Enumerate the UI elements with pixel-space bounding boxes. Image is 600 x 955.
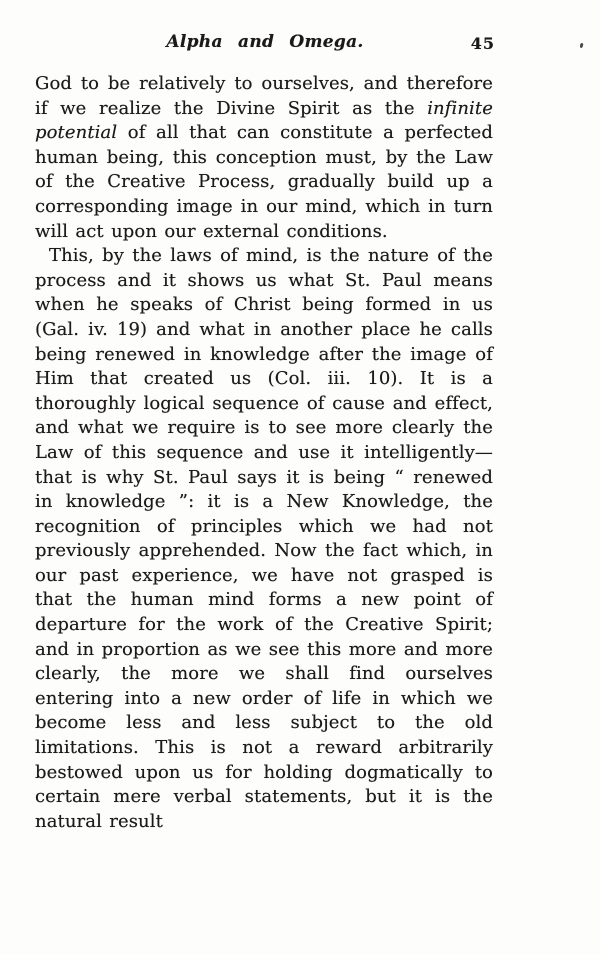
page-header <box>35 32 495 54</box>
running-title: Alpha and Omega. <box>166 32 364 52</box>
paragraph <box>35 244 493 834</box>
scan-speck <box>579 43 583 49</box>
page-number: 45 <box>470 34 495 53</box>
italic-phrase: infinite potential <box>35 97 493 144</box>
paragraph-text: God to be relatively to ourselves, and therefore if we realize the Divine Spirit as the <box>35 73 493 119</box>
paragraph-text: of all that can constitute a perfected human being, this conception must, by the Law of the Creative Process, gradually build up a corresponding image in our mind, which in turn will act upon our external conditions. <box>35 122 493 242</box>
body-text <box>35 72 493 834</box>
paragraph <box>35 72 493 244</box>
paragraph-text: This, by the laws of mind, is the nature of the process and it shows us what St. Paul means when he speaks of Christ being formed in us (Gal. iv. 19) and what in another place he calls being renewed in knowledge after the image of Him that created us (Col. iii. 10). It is a thoroughly logical sequence of cause and effect, and what we require is to see more clearly the Law of this sequence and use it intelligently—that is why St. Paul says it is being “ renewed in knowledge ”: it is a New Knowledge, the recognition of principles which we had not previously apprehended. Now the fact which, in our past experience, we have not grasped is that the human mind forms a new point of departure for the work of the Creative Spirit; and in proportion as we see this more and more clearly, the more we shall find ourselves entering into a new order of life in which we become less and less subject to the old limitations. This is not a reward arbitrarily bestowed upon us for holding dogmatically to certain mere verbal statements, but it is the natural result <box>35 245 493 832</box>
